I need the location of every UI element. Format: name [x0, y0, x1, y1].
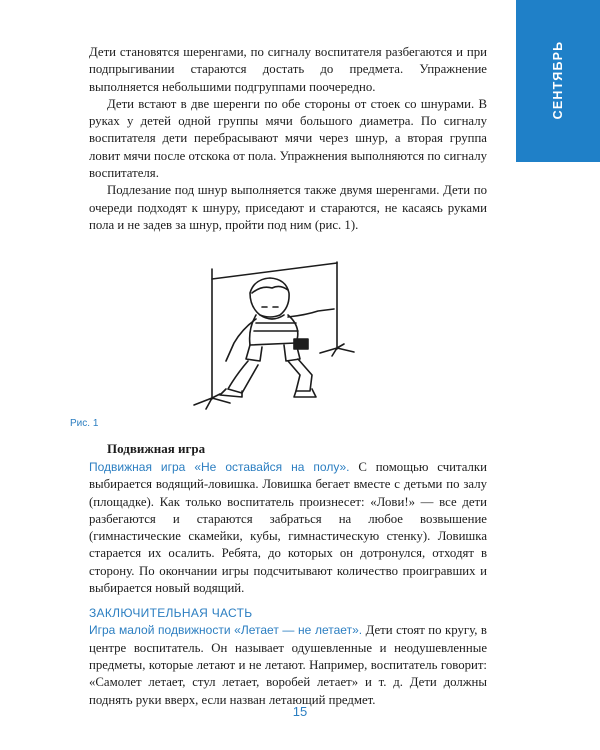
final-game-text: Дети стоят по кругу, в центре воспитатель. Он называет одушевленные и неодушевленные предметы, которые летают и не летают. Например, воспитатель говорит: «Самолет летает, стул летает, воробей летает» и т. д. Дети должны поднять руки вверх, если назван летающий предмет.	[89, 623, 487, 707]
paragraph-crawl-under: Подлезание под шнур выполняется также двумя шеренгами. Дети по очереди подходят к шнуру, приседают и стараются, не касаясь руками пола и не задев за шнур, пройти под ним (рис. 1).	[89, 183, 487, 232]
paragraph-ball-throw: Дети встают в две шеренги по обе стороны от стоек со шнурами. В руках у детей одной группы мячи большого диаметра. По сигналу воспитателя дети перебрасывают мячи через шнур, а вторая группа ловит мячи после отскока от пола. Упражнения выполняются по сигналу воспитателя.	[89, 96, 487, 181]
month-side-tab	[516, 0, 600, 162]
outdoor-game-name: Подвижная игра «Не оставайся на полу».	[89, 460, 350, 474]
outdoor-game-heading: Подвижная игра	[107, 441, 206, 456]
final-game-paragraph	[89, 622, 487, 708]
games-section	[89, 440, 487, 709]
page-number: 15	[292, 704, 308, 719]
figure-child-crawling-under-rope	[176, 257, 376, 413]
outdoor-game-paragraph	[89, 459, 487, 597]
final-game-name: Игра малой подвижности «Летает — не летает».	[89, 623, 363, 638]
final-part-title: ЗАКЛЮЧИТЕЛЬНАЯ ЧАСТЬ	[89, 606, 253, 621]
month-label: СЕНТЯБРЬ	[551, 40, 565, 120]
child-figure	[220, 278, 334, 397]
intro-text	[89, 44, 487, 234]
figure-caption: Рис. 1	[70, 418, 99, 429]
rope	[212, 263, 337, 279]
child-arm-right	[288, 309, 334, 317]
paragraph-jumping: Дети становятся шеренгами, по сигналу воспитателя разбегаются и при подпрыгивании стараются достать до предмета. Упражнение выполняется небольшими подгруппами поочередно.	[89, 45, 487, 94]
outdoor-game-text: С помощью считалки выбирается водящий-ловишка. Ловишка бегает вместе с детьми по залу (площадке). Как только воспитатель произнесет: «Лови!» — все дети разбегаются и стараются забраться на любое возвышение (гимнастические скамейки, кубы, гимнастическую стенку). Ловишка старается их осалить. Ребята, до которых он дотронулся, отходят в сторону. По окончании игры подсчитывают количество проигравших и выбирается новый водящий.	[89, 460, 487, 596]
